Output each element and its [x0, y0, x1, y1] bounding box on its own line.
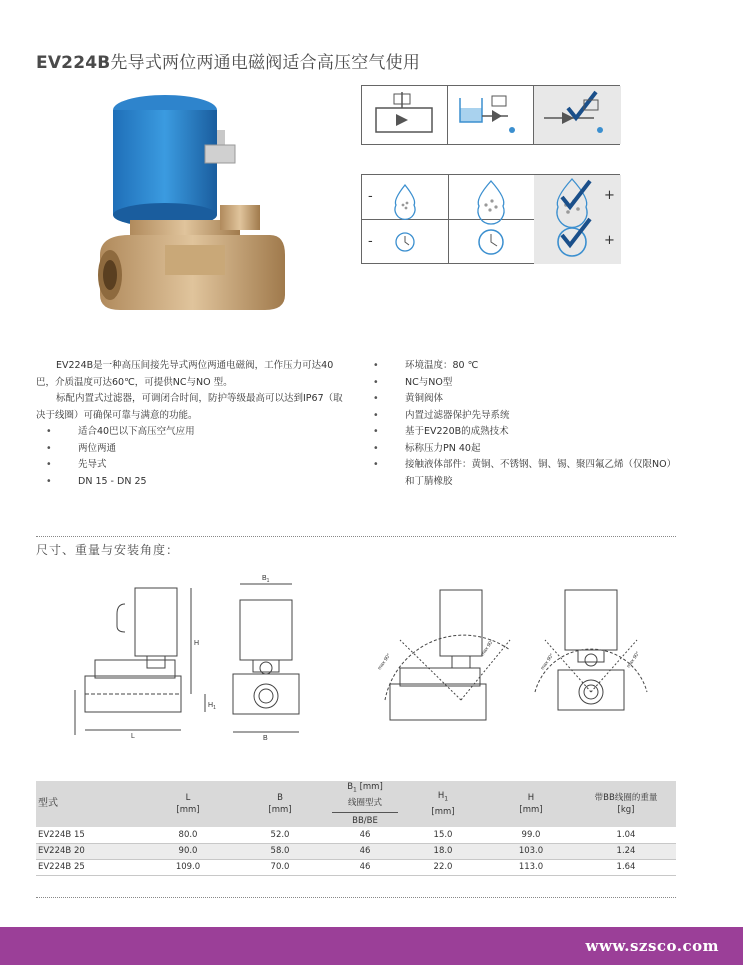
dim-label-b1-main: B [262, 575, 267, 582]
time-minus-sign: - [368, 234, 373, 249]
dim-label-l: L [131, 733, 135, 740]
list-item: • 两位两通 [36, 441, 348, 458]
description-left [36, 358, 348, 490]
col-header-l-unit: [mm] [176, 805, 200, 815]
page-title [36, 48, 420, 73]
dim-label-h1-main: H [208, 702, 214, 709]
viscosity-plus-sign: + [604, 188, 615, 203]
col-header-weight-label: 带BB线圈的重量 [594, 793, 658, 803]
symbol-cell-nc [362, 86, 448, 144]
cell-b1: 46 [330, 843, 400, 859]
cell-weight: 1.04 [576, 827, 676, 843]
angle-label-4: max 90° [625, 650, 642, 670]
list-item: • 标称压力PN 40起 [363, 441, 673, 458]
angle-label-3: max 90° [539, 652, 556, 672]
list-item: • 黄铜阀体 [363, 391, 673, 408]
col-header-h-label: H [527, 793, 535, 803]
col-header-b-unit: [mm] [268, 805, 292, 815]
cell-b: 52.0 [230, 827, 330, 843]
title-text: 先导式两位两通电磁阀适合高压空气使用 [110, 53, 421, 73]
list-item: • DN 15 - DN 25 [36, 474, 348, 491]
table-row [36, 827, 676, 843]
left-bullet-list [36, 424, 348, 490]
dimension-drawings [55, 560, 675, 750]
cell-b: 70.0 [230, 859, 330, 875]
col-header-b1-line2: 线圈型式 [347, 797, 382, 808]
section-heading: 尺寸、重量与安装角度： [36, 543, 180, 557]
property-symbols [361, 174, 620, 264]
col-header-h1-unit: [mm] [431, 806, 455, 817]
spec-table [36, 781, 676, 876]
description-right [363, 358, 673, 490]
title-model: EV224B [36, 53, 111, 73]
description-para2: 标配内置式过滤器，可调闭合时间，防护等级最高可以达到IP67（取决于线圈）可确保可靠与满意的功能。 [36, 393, 343, 421]
col-header-l-label: L [185, 793, 191, 803]
dim-label-h1 [208, 702, 216, 711]
cell-h: 103.0 [486, 843, 576, 859]
right-bullet-list [363, 358, 673, 490]
cell-h1: 22.0 [400, 859, 486, 875]
symbol-cell-water [448, 86, 534, 144]
symbol-cell-air [534, 86, 621, 144]
cell-l: 90.0 [146, 843, 230, 859]
list-item: • 先导式 [36, 457, 348, 474]
cell-b1: 46 [330, 827, 400, 843]
col-header-b1-type: BB/BE [332, 812, 398, 827]
col-header-h-unit: [mm] [519, 805, 543, 815]
dim-label-b1-sub: 1 [266, 578, 270, 584]
col-header-weight [576, 781, 676, 827]
footer-bar [0, 927, 743, 965]
list-item: • 接触液体部件：黄铜、不锈钢、铜、锡、聚四氟乙烯（仅限NO）和丁腈橡胶 [363, 457, 673, 490]
valve-symbol-icon [362, 86, 448, 144]
col-header-h1-label: H [437, 791, 445, 802]
cell-model: EV224B 20 [36, 843, 146, 859]
table-row [36, 859, 676, 875]
cell-l: 109.0 [146, 859, 230, 875]
list-item: • 基于EV220B的成熟技术 [363, 424, 673, 441]
dim-label-h1-sub: 1 [213, 705, 216, 711]
time-plus-sign: + [604, 233, 615, 248]
cell-h1: 18.0 [400, 843, 486, 859]
section-divider-top [36, 536, 676, 537]
dim-label-h: H [194, 640, 200, 647]
col-header-b-label: B [277, 793, 283, 803]
cell-model: EV224B 15 [36, 827, 146, 843]
col-header-h1 [400, 781, 486, 827]
col-header-b1-sub: 1 [353, 786, 357, 794]
description-para1: EV224B是一种高压间接先导式两位两通电磁阀，工作压力可达40巴，介质温度可达60℃，可提供NC与NO 型。 [36, 360, 334, 388]
footer-url-link[interactable]: www.szsco.com [585, 937, 719, 955]
viscosity-minus-sign: - [368, 189, 373, 204]
air-valve-icon [534, 86, 621, 144]
product-photo [70, 85, 320, 335]
cell-h: 99.0 [486, 827, 576, 843]
angle-label-1: max 90° [376, 652, 393, 672]
list-item: • 内置过滤器保护先导系统 [363, 408, 673, 425]
col-header-b1-label: B [347, 782, 354, 793]
cell-h1: 15.0 [400, 827, 486, 843]
table-row [36, 843, 676, 859]
col-header-b1-unit: [mm] [356, 782, 383, 793]
col-header-l [146, 781, 230, 827]
cell-weight: 1.64 [576, 859, 676, 875]
list-item: • 环境温度：80 ℃ [363, 358, 673, 375]
col-header-h [486, 781, 576, 827]
cell-b: 58.0 [230, 843, 330, 859]
col-header-b [230, 781, 330, 827]
cell-h: 113.0 [486, 859, 576, 875]
list-item: • 适合40巴以下高压空气应用 [36, 424, 348, 441]
function-symbols [361, 85, 620, 145]
cell-model: EV224B 25 [36, 859, 146, 875]
col-header-h1-sub: 1 [444, 795, 449, 803]
cell-b1: 46 [330, 859, 400, 875]
drop-clock-icons [362, 175, 621, 265]
dim-label-b1 [262, 575, 270, 584]
water-valve-icon [448, 86, 534, 144]
section-divider-bottom [36, 897, 676, 898]
angle-label-2: max 90° [479, 638, 496, 658]
col-header-weight-unit: [kg] [617, 805, 635, 815]
col-header-b1 [330, 781, 400, 827]
list-item: • NC与NO型 [363, 375, 673, 392]
cell-l: 80.0 [146, 827, 230, 843]
cell-weight: 1.24 [576, 843, 676, 859]
col-header-model: 型式 [36, 781, 146, 827]
dim-label-b: B [263, 735, 268, 742]
